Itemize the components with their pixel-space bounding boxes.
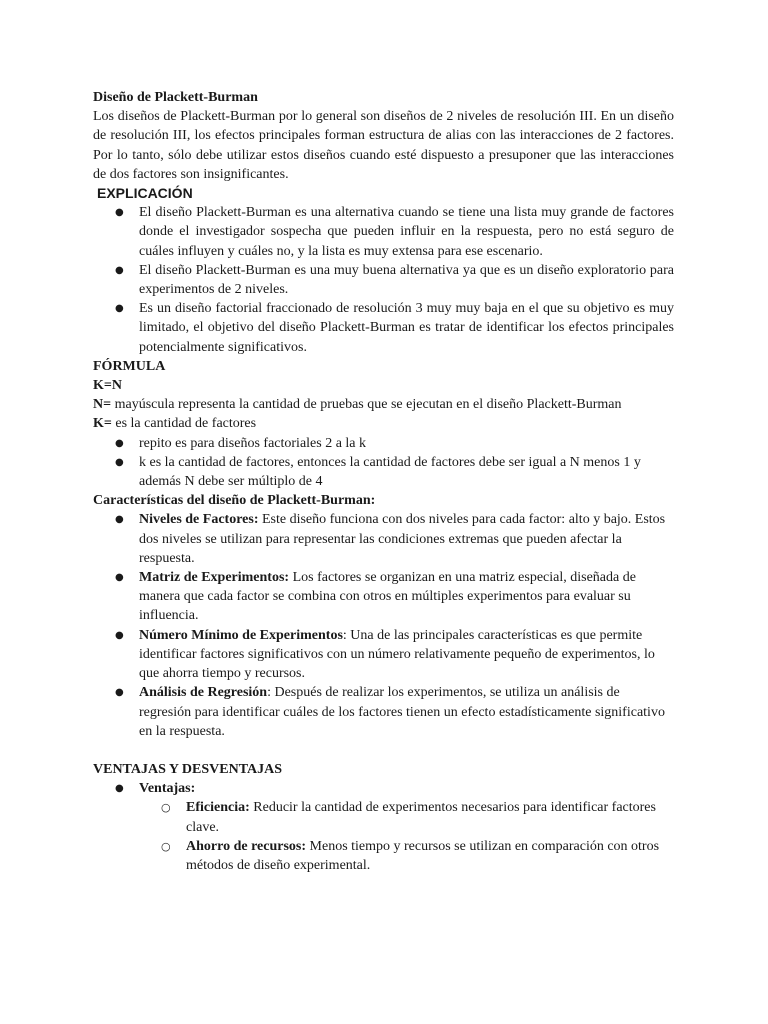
explicacion-list bbox=[93, 203, 674, 357]
list-item bbox=[93, 510, 674, 568]
item-text: Los factores se organizan en una matriz especial, diseñada de manera que cada factor se combina con otros en múltiples experimentos para evaluar su influencia. bbox=[139, 570, 636, 624]
n-text: mayúscula representa la cantidad de pruebas que se ejecutan en el diseño Plackett-Burman bbox=[111, 397, 622, 413]
item-text: Este diseño funciona con dos niveles para cada factor: alto y bajo. Estos dos niveles se utilizan para representar las condiciones extremas que pueden afectar la respuesta. bbox=[139, 512, 666, 566]
item-text: Menos tiempo y recursos se utilizan en comparación con otros métodos de diseño experimental. bbox=[186, 838, 660, 873]
item-label: Número Mínimo de Experimentos bbox=[139, 627, 343, 643]
ventajas-heading: VENTAJAS Y DESVENTAJAS bbox=[93, 761, 283, 777]
ventajas-sublist bbox=[93, 798, 674, 875]
n-label: N= bbox=[93, 397, 112, 413]
formula-n-definition bbox=[93, 395, 674, 414]
item-text: : Una de las principales características es que permite identificar factores significativos con un número relativamente pequeño de experimentos, lo que ahorra tiempo y recursos. bbox=[139, 627, 655, 682]
list-item: ● El diseño Plackett-Burman es una muy buena alternativa ya que es un diseño exploratorio para experimentos de 2 niveles. bbox=[93, 261, 674, 299]
explicacion-heading: EXPLICACIÓN bbox=[97, 185, 193, 202]
item-label: Análisis de Regresión bbox=[139, 685, 268, 701]
list-item: ● k es la cantidad de factores, entonces la cantidad de factores debe ser igual a N menos 1 y además N debe ser múltiplo de 4 bbox=[93, 453, 674, 491]
caracteristicas-list bbox=[93, 510, 674, 740]
list-item: ● Es un diseño factorial fraccionado de resolución 3 muy muy baja en el que su objetivo es muy limitado, el objetivo del diseño Plackett-Burman es tratar de identificar los efectos principales potencialmente significativos. bbox=[93, 299, 674, 357]
list-item: ● El diseño Plackett-Burman es una alternativa cuando se tiene una lista muy grande de factores donde el investigador sospecha que pueden influir en la respuesta, pero no está seguro de cuáles influyen y cuáles no, y la lista es muy extensa para ese escenario. bbox=[93, 203, 674, 261]
list-item bbox=[93, 683, 674, 741]
formula-expression: K=N bbox=[93, 378, 122, 394]
list-item bbox=[93, 798, 674, 836]
item-label: Eficiencia: bbox=[186, 800, 250, 816]
spacer bbox=[93, 741, 674, 760]
k-label: K= bbox=[93, 416, 112, 432]
ventajas-list bbox=[93, 779, 674, 798]
ventajas-subheading: Ventajas: bbox=[139, 781, 196, 797]
formula-heading: FÓRMULA bbox=[93, 358, 166, 374]
item-label: Ahorro de recursos: bbox=[186, 838, 307, 854]
item-label: Matriz de Experimentos: bbox=[139, 570, 290, 586]
intro-paragraph: Los diseños de Plackett-Burman por lo general son diseños de 2 niveles de resolución III. En un diseño de resolución III, los efectos principales forman estructura de alias con las interacciones de 2 factores. Por lo tanto, sólo debe utilizar estos diseños cuando esté dispuesto a presuponer que las interacciones de dos factores son insignificantes. bbox=[93, 109, 674, 182]
list-item bbox=[93, 837, 674, 875]
list-item: ● repito es para diseños factoriales 2 a la k bbox=[93, 434, 674, 453]
document-title: Diseño de Plackett-Burman bbox=[93, 90, 258, 105]
formula-list bbox=[93, 434, 674, 492]
caracteristicas-heading: Características del diseño de Plackett-Burman: bbox=[93, 493, 376, 509]
item-text: : Después de realizar los experimentos, se utiliza un análisis de regresión para identificar cuáles de los factores tienen un efecto estadísticamente significativo en la respuesta. bbox=[139, 685, 665, 739]
list-item bbox=[93, 626, 674, 684]
item-label: Niveles de Factores: bbox=[139, 512, 259, 528]
k-text: es la cantidad de factores bbox=[111, 416, 257, 432]
formula-k-definition bbox=[93, 414, 674, 433]
list-item bbox=[93, 568, 674, 626]
list-item bbox=[93, 779, 674, 798]
item-text: Reducir la cantidad de experimentos necesarios para identificar factores clave. bbox=[186, 800, 656, 835]
